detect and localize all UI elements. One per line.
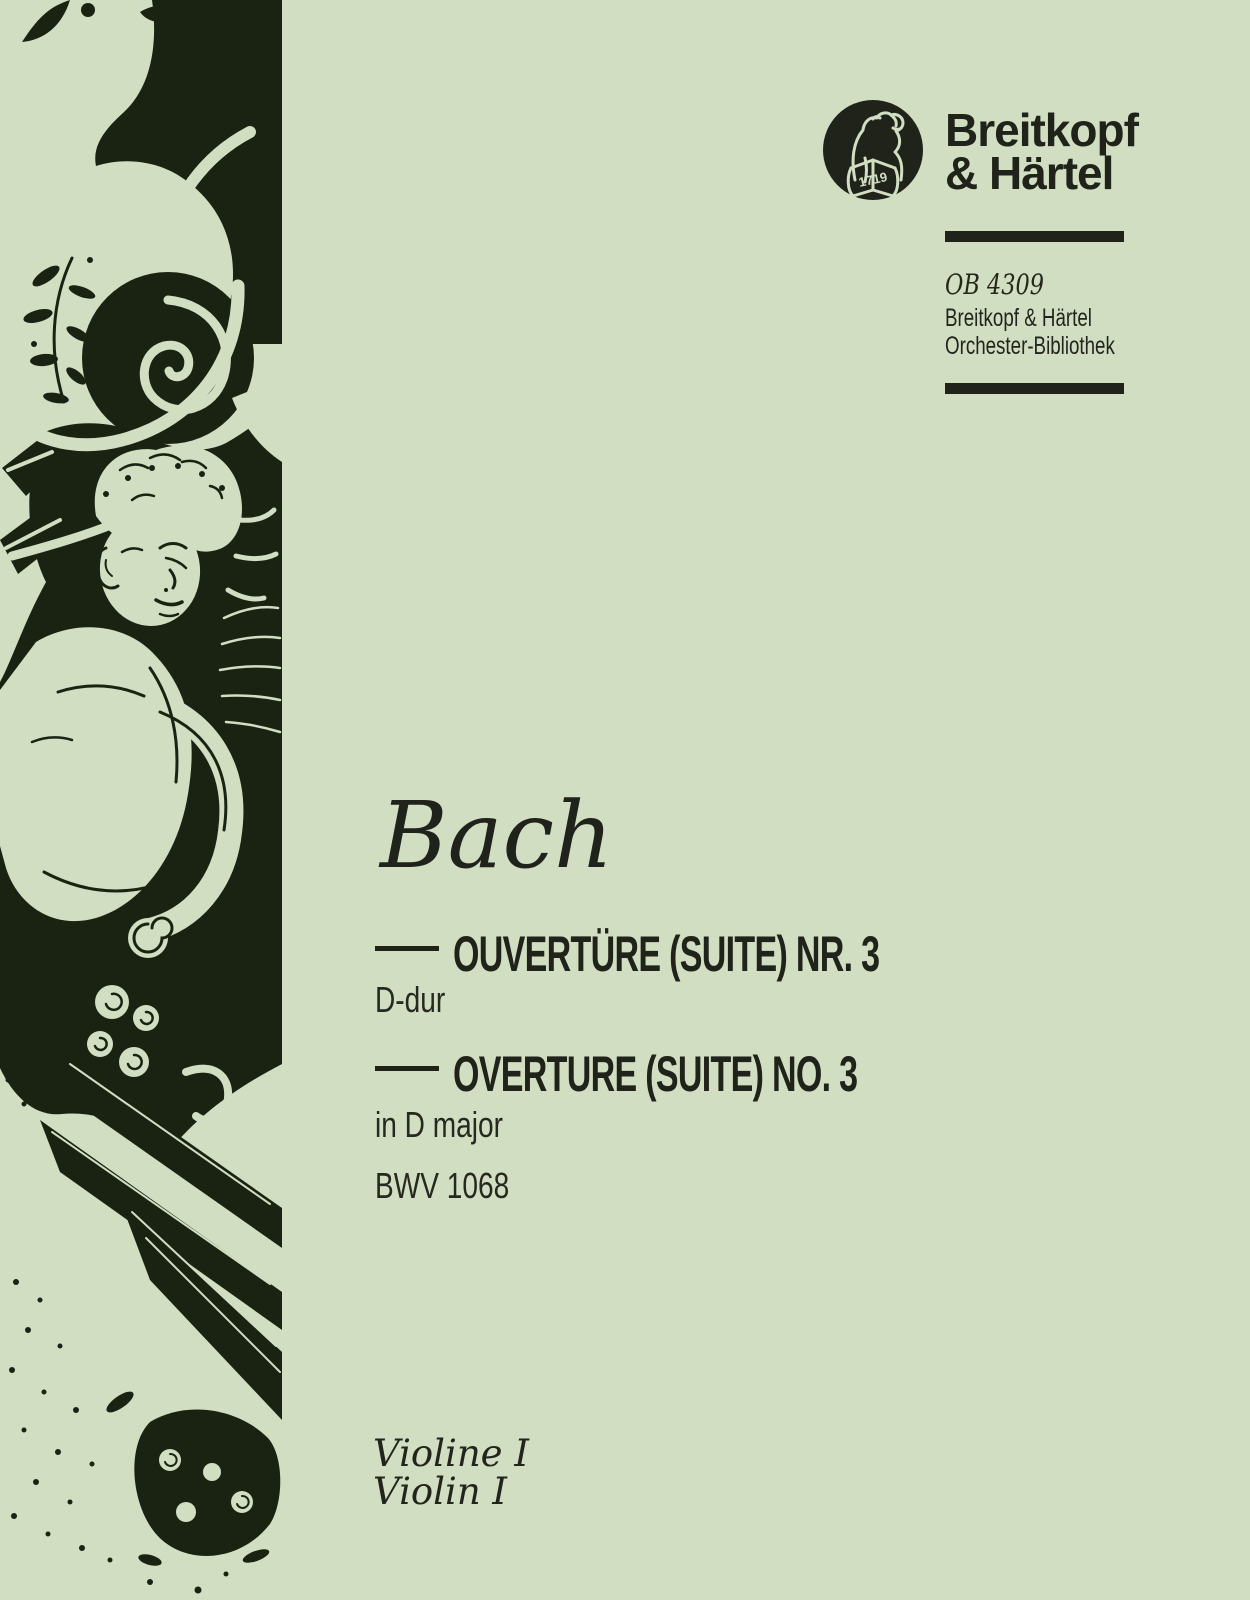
work-key-english: in D major	[375, 1104, 503, 1145]
catalog-number: OB 4309	[945, 268, 1044, 301]
title-dash-en	[375, 1066, 439, 1071]
baroque-ornament-illustration	[0, 0, 282, 1600]
title-dash-de	[375, 946, 439, 951]
work-title-english: OVERTURE (SUITE) NO. 3	[453, 1046, 858, 1102]
work-key-german: D-dur	[375, 979, 446, 1020]
work-title-german: OUVERTÜRE (SUITE) NR. 3	[453, 926, 880, 982]
series-block	[945, 304, 1115, 360]
top-rule	[945, 231, 1124, 242]
publisher-wordmark	[945, 104, 1138, 199]
publisher-logo-bear-icon	[821, 98, 925, 202]
bottom-rule	[945, 383, 1124, 394]
series-line1: Breitkopf & Härtel	[945, 304, 1092, 332]
publisher-name-line2: & Härtel	[945, 147, 1114, 199]
part-label-german: Violine I	[373, 1432, 529, 1475]
composer-name: Bach	[380, 782, 614, 889]
bwv-number: BWV 1068	[375, 1165, 510, 1206]
part-label-english: Violin I	[373, 1470, 508, 1513]
publisher-name-line1: Breitkopf	[945, 104, 1138, 156]
logo-year: 1719	[857, 169, 889, 190]
part-label-block	[373, 1432, 529, 1513]
series-line2: Orchester-Bibliothek	[945, 332, 1115, 360]
